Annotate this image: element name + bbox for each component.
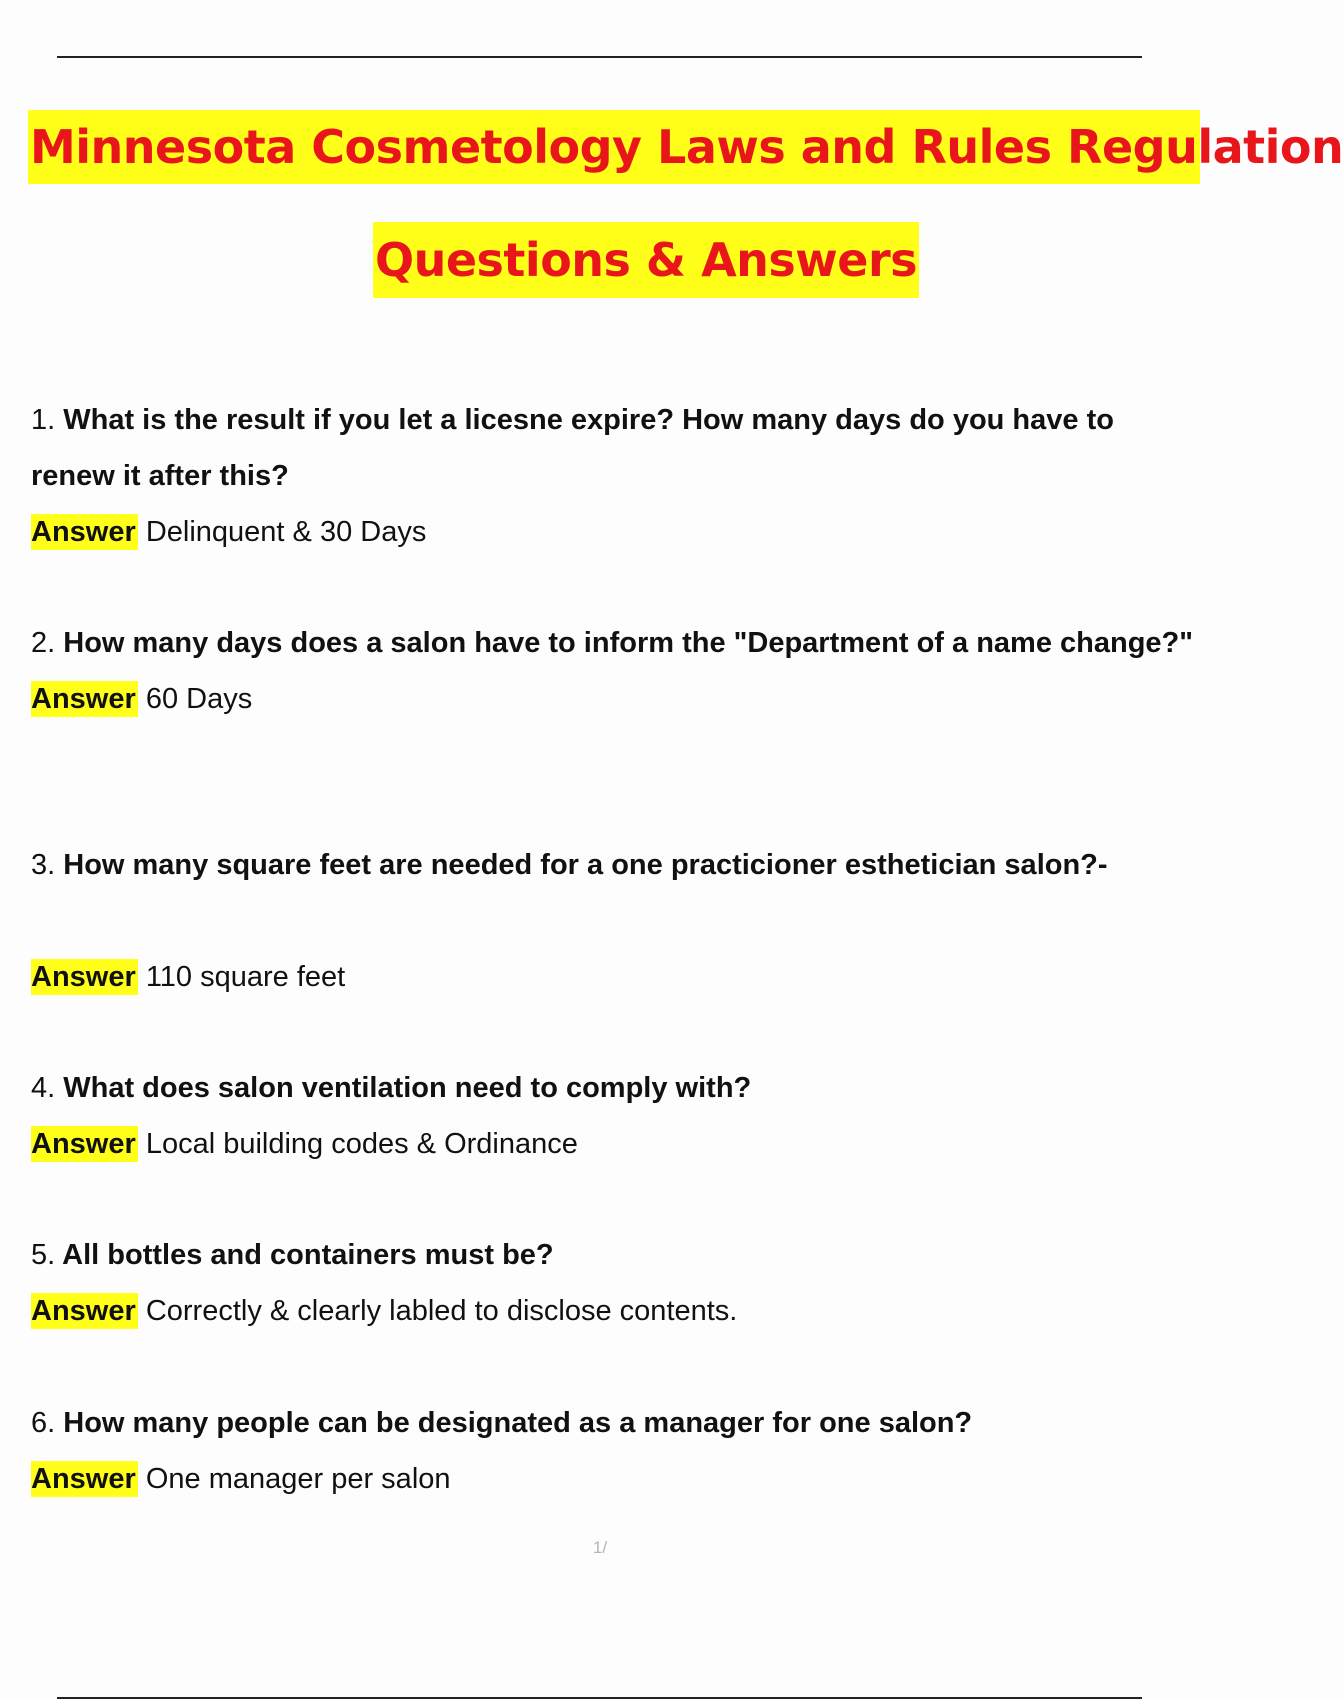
question-number: 3.: [31, 849, 56, 881]
answer: [31, 1451, 1200, 1507]
question: [31, 1395, 1200, 1451]
question-number: 1.: [31, 404, 56, 436]
answer: [31, 1116, 1200, 1172]
question: [31, 615, 1200, 671]
answer-text: Local building codes & Ordinance: [145, 1128, 578, 1160]
question: [31, 1227, 1200, 1283]
bottom-rule: [57, 1697, 1142, 1699]
question-text: How many people can be designated as a manager for one salon?: [63, 1407, 973, 1439]
page-subtitle: Questions & Answers: [375, 233, 918, 287]
answer-label: Answer: [31, 516, 136, 548]
question-number: 2.: [31, 627, 56, 659]
qa-item-1: [31, 392, 1200, 560]
answer-label: Answer: [31, 683, 136, 715]
top-rule: [57, 56, 1142, 58]
question-text: How many days does a salon have to inform the "Department of a name change?": [63, 627, 1194, 659]
answer-text: One manager per salon: [145, 1463, 451, 1495]
question-number: 6.: [31, 1407, 56, 1439]
question-text: How many square feet are needed for a one practicioner esthetician salon?-: [63, 849, 1108, 881]
answer-text: 110 square feet: [145, 961, 346, 993]
answer-text: Delinquent & 30 Days: [145, 516, 427, 548]
qa-item-4: [31, 1060, 1200, 1172]
qa-item-6: [31, 1395, 1200, 1507]
question: [31, 837, 1200, 893]
answer: [31, 671, 1200, 727]
title-line-2: [373, 222, 919, 298]
question-text: What is the result if you let a licesne expire? How many days do you have to renew it after this?: [31, 404, 1114, 492]
answer: [31, 949, 1200, 1005]
question-text: All bottles and containers must be?: [62, 1239, 554, 1271]
answer-label: Answer: [31, 1128, 136, 1160]
page-title: Minnesota Cosmetology Laws and Rules Regulation: [30, 120, 1343, 174]
qa-item-5: [31, 1227, 1200, 1339]
answer-label: Answer: [31, 1463, 136, 1495]
qa-item-2: [31, 615, 1200, 727]
question: [31, 392, 1200, 504]
answer-label: Answer: [31, 961, 136, 993]
question-number: 4.: [31, 1072, 56, 1104]
answer: [31, 1283, 1200, 1339]
answer-text: Correctly & clearly labled to disclose contents.: [145, 1295, 738, 1327]
answer-label: Answer: [31, 1295, 136, 1327]
question-number: 5.: [31, 1239, 56, 1271]
answer: [31, 504, 1200, 560]
question: [31, 1060, 1200, 1116]
page-number: 1/: [592, 1538, 608, 1557]
answer-text: 60 Days: [145, 683, 253, 715]
qa-item-3: [31, 837, 1200, 1005]
question-text: What does salon ventilation need to comply with?: [63, 1072, 752, 1104]
title-line-1: [28, 110, 1343, 184]
